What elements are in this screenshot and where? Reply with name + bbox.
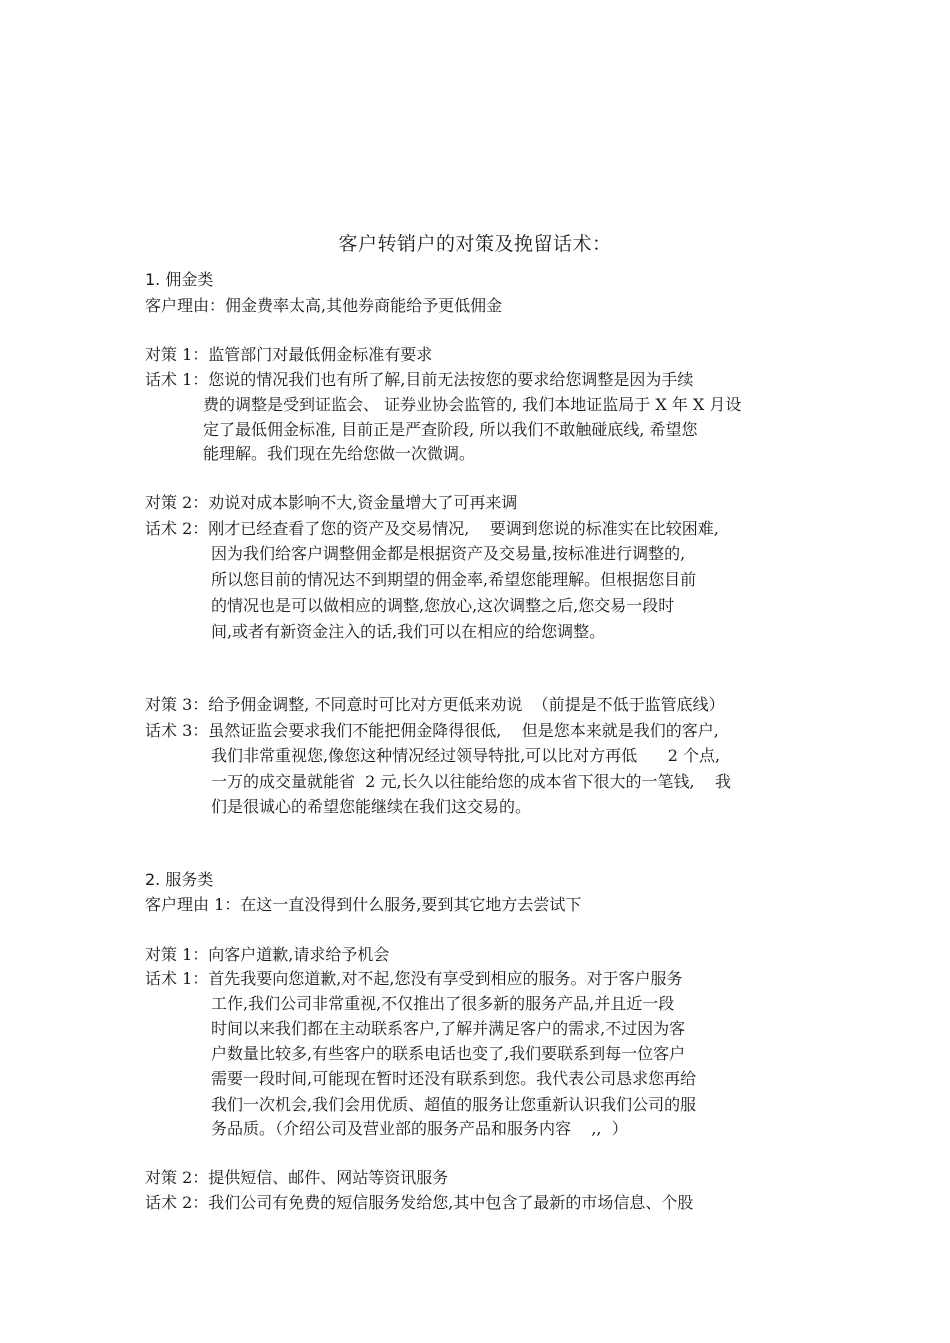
section-heading-service: 2. 服务类 xyxy=(145,870,214,889)
strategy-heading: 对策 1：监管部门对最低佣金标准有要求 xyxy=(145,345,433,364)
script-line: 时间以来我们都在主动联系客户,了解并满足客户的需求,不过因为客 xyxy=(211,1019,686,1038)
script-line: 因为我们给客户调整佣金都是根据资产及交易量,按标准进行调整的, xyxy=(211,544,686,563)
script-line: 话术 3：虽然证监会要求我们不能把佣金降得很低, 但是您本来就是我们的客户, xyxy=(145,721,719,740)
script-line: 话术 2：刚才已经查看了您的资产及交易情况, 要调到您说的标准实在比较困难, xyxy=(145,519,719,538)
script-line: 的情况也是可以做相应的调整,您放心,这次调整之后,您交易一段时 xyxy=(211,596,675,615)
customer-reason: 客户理由 1：在这一直没得到什么服务,要到其它地方去尝试下 xyxy=(145,895,582,914)
page-title: 客户转销户的对策及挽留话术： xyxy=(338,233,612,255)
script-line: 我们非常重视您,像您这种情况经过领导特批,可以比对方再低 2 个点, xyxy=(211,746,721,765)
script-line: 们是很诚心的希望您能继续在我们这交易的。 xyxy=(211,797,532,816)
script-line: 户数量比较多,有些客户的联系电话也变了,我们要联系到每一位客户 xyxy=(211,1044,686,1063)
script-line: 我们一次机会,我们会用优质、超值的服务让您重新认识我们公司的服 xyxy=(211,1095,697,1114)
strategy-heading: 对策 2：提供短信、邮件、网站等资讯服务 xyxy=(145,1168,449,1187)
section-heading-commission: 1. 佣金类 xyxy=(145,270,214,289)
strategy-heading: 对策 3：给予佣金调整, 不同意时可比对方更低来劝说 （前提是不低于监管底线） xyxy=(145,695,725,714)
strategy-heading: 对策 2：劝说对成本影响不大,资金量增大了可再来调 xyxy=(145,493,518,512)
script-line: 所以您目前的情况达不到期望的佣金率,希望您能理解。但根据您目前 xyxy=(211,570,697,589)
script-line: 间,或者有新资金注入的话,我们可以在相应的给您调整。 xyxy=(211,622,606,641)
script-line: 能理解。我们现在先给您做一次微调。 xyxy=(203,444,476,463)
customer-reason: 客户理由：佣金费率太高,其他券商能给予更低佣金 xyxy=(145,296,503,315)
script-line: 工作,我们公司非常重视,不仅推出了很多新的服务产品,并且近一段 xyxy=(211,994,675,1013)
strategy-heading: 对策 1：向客户道歉,请求给予机会 xyxy=(145,945,390,964)
script-line: 话术 2：我们公司有免费的短信服务发给您,其中包含了最新的市场信息、个股 xyxy=(145,1193,694,1212)
script-line: 一万的成交量就能省 2 元,长久以往能给您的成本省下很大的一笔钱, 我 xyxy=(211,772,731,791)
script-line: 需要一段时间,可能现在暂时还没有联系到您。我代表公司恳求您再给 xyxy=(211,1069,697,1088)
script-line: 定了最低佣金标准, 目前正是严查阶段, 所以我们不敢触碰底线, 希望您 xyxy=(203,420,698,439)
script-line: 话术 1：首先我要向您道歉,对不起,您没有享受到相应的服务。对于客户服务 xyxy=(145,969,683,988)
script-line: 务品质。（介绍公司及营业部的服务产品和服务内容 ,, ） xyxy=(211,1119,628,1138)
script-line: 话术 1：您说的情况我们也有所了解,目前无法按您的要求给您调整是因为手续 xyxy=(145,370,694,389)
script-line: 费的调整是受到证监会、 证券业协会监管的, 我们本地证监局于 X 年 X 月设 xyxy=(203,395,742,414)
